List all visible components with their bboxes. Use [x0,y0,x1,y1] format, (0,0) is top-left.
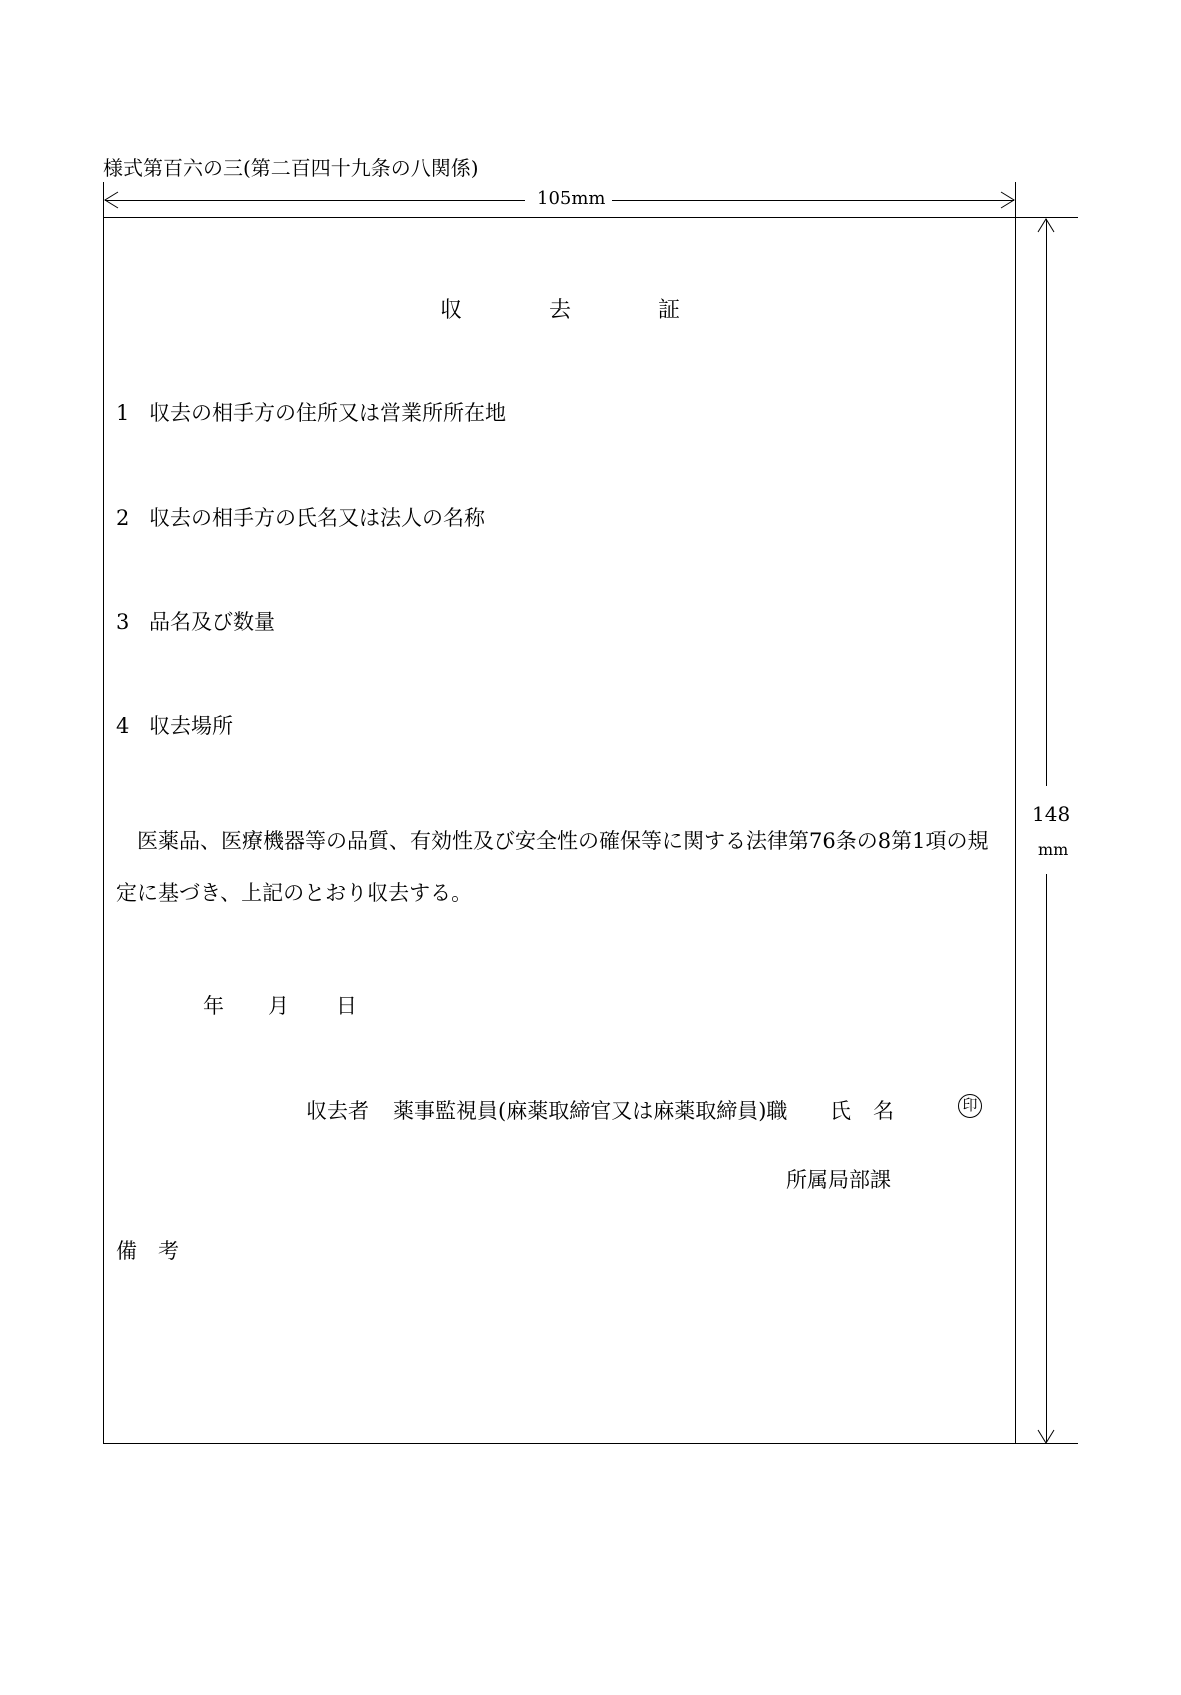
item-number: 3 [116,610,130,634]
title-char-1: 収 [440,298,463,323]
item-text: 収去の相手方の住所又は営業所所在地 [149,401,506,425]
item-address [116,397,506,427]
item-place [116,710,233,740]
seal-mark: 印 [958,1094,982,1118]
title-char-2: 去 [549,298,572,323]
remarks-label-first: 備 [116,1239,137,1263]
item-text: 品名及び数量 [149,610,275,634]
height-dimension-line-top [1046,219,1047,786]
width-dimension-tick-right [1015,182,1016,218]
item-number: 2 [116,506,130,530]
height-dimension-line-bottom [1046,874,1047,1442]
item-product-quantity [116,606,275,636]
width-dimension-tick-left [103,182,104,218]
collector-title: 薬事監視員(麻薬取締官又は麻薬取締員)職 [393,1099,788,1123]
name-label-first: 氏 [830,1099,851,1123]
department-label: 所属局部課 [786,1168,891,1192]
name-label-second: 名 [873,1099,894,1123]
remarks-label-second: 考 [158,1239,179,1263]
date-year-label: 年 [203,994,224,1018]
statement-line-2: 定に基づき、上記のとおり収去する。 [116,881,473,905]
item-text: 収去の相手方の氏名又は法人の名称 [149,506,485,530]
date-day-label: 日 [336,994,357,1018]
width-dimension-line-right [592,200,1014,201]
item-number: 1 [116,401,130,425]
height-dimension-value: 148 [1032,802,1071,826]
width-dimension-line-left [105,200,525,201]
height-dimension-tick-top [1016,217,1078,218]
title-char-3: 証 [658,298,681,323]
collector-label: 収去者 [306,1099,369,1123]
height-dimension-unit: mm [1038,840,1069,859]
height-dimension-tick-bottom [1016,1443,1078,1444]
form-number-label: 様式第百六の三(第二百四十九条の八関係) [103,156,479,180]
statement-line-1: 医薬品、医療機器等の品質、有効性及び安全性の確保等に関する法律第76条の8第1項の規 [137,829,989,853]
item-number: 4 [116,714,130,738]
item-name [116,502,485,532]
width-dimension-label: 105mm [531,188,612,209]
item-text: 収去場所 [149,714,233,738]
date-month-label: 月 [268,994,289,1018]
